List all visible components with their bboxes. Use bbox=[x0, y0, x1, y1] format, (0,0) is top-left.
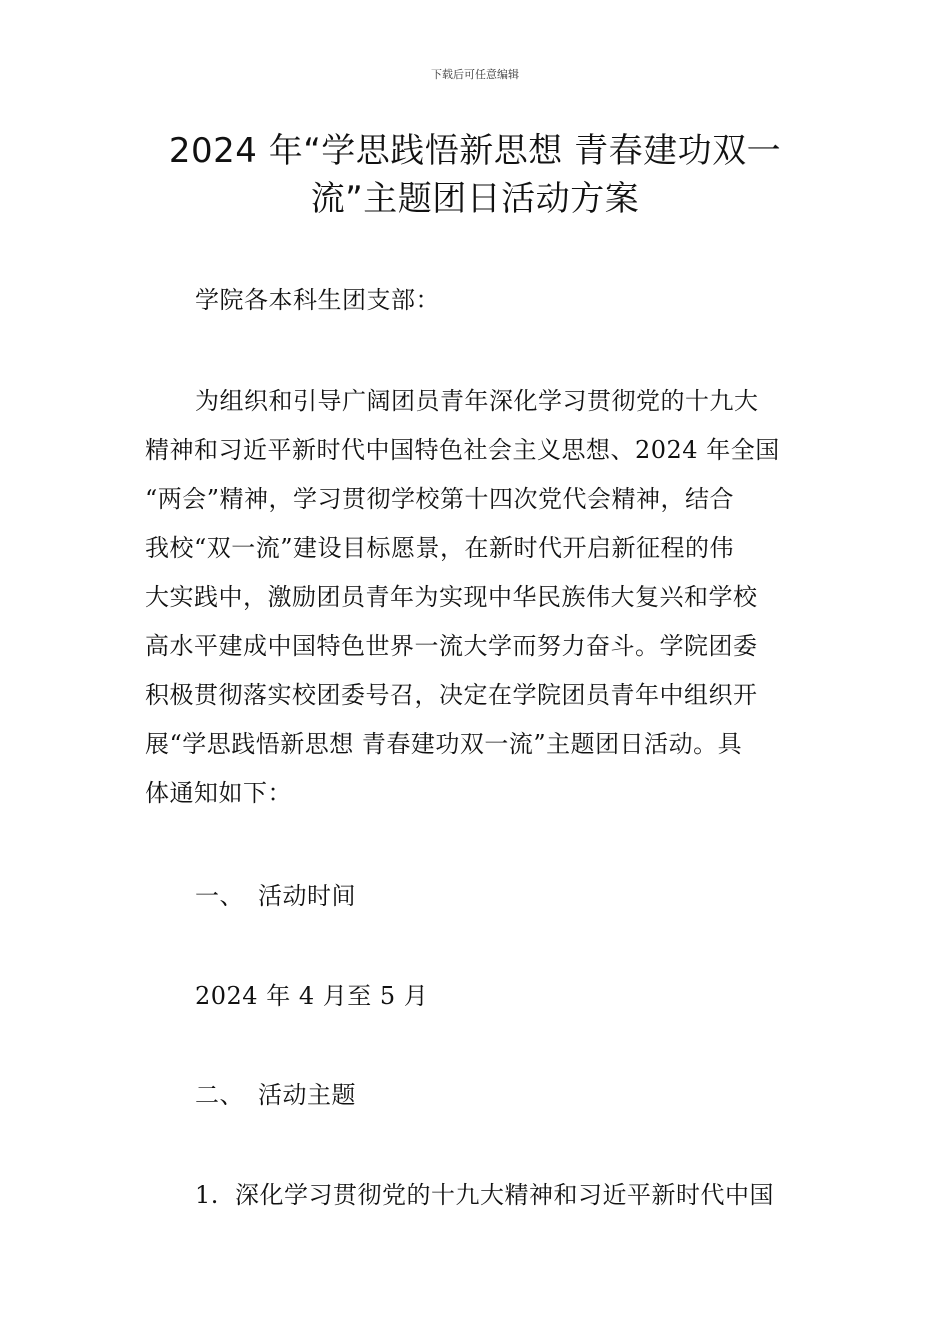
document-title bbox=[145, 127, 805, 223]
section-heading-theme bbox=[195, 1071, 855, 1120]
list-item-text: 深化学习贯彻党的十九大精神和习近平新时代中国 bbox=[235, 1181, 774, 1209]
activity-date: 2024 年 4 月至 5 月 bbox=[195, 982, 429, 1010]
title-line-2: 流”主题团日活动方案 bbox=[310, 179, 640, 219]
list-item bbox=[195, 1171, 855, 1220]
section-number: 二、 bbox=[195, 1081, 244, 1109]
intro-line: 大实践中，激励团员青年为实现中华民族伟大复兴和学校 bbox=[145, 583, 758, 611]
section-heading-time bbox=[195, 872, 855, 921]
intro-line: 积极贯彻落实校团委号召，决定在学院团员青年中组织开 bbox=[145, 681, 758, 709]
salutation-text: 学院各本科生团支部： bbox=[195, 286, 440, 314]
intro-line: “两会”精神，学习贯彻学校第十四次党代会精神，结合 bbox=[145, 485, 735, 513]
section-number: 一、 bbox=[195, 882, 244, 910]
header-note: 下载后可任意编辑 bbox=[431, 68, 519, 81]
salutation bbox=[145, 276, 805, 325]
intro-line: 高水平建成中国特色世界一流大学而努力奋斗。学院团委 bbox=[145, 632, 758, 660]
intro-line: 我校“双一流”建设目标愿景，在新时代开启新征程的伟 bbox=[145, 534, 735, 562]
list-item-number: 1. bbox=[195, 1181, 219, 1209]
intro-line: 为组织和引导广阔团员青年深化学习贯彻党的十九大 bbox=[195, 387, 759, 415]
section-title: 活动主题 bbox=[258, 1081, 356, 1109]
section-title: 活动时间 bbox=[258, 882, 356, 910]
intro-line: 体通知如下： bbox=[145, 779, 292, 807]
title-line-1: 2024 年“学思践悟新思想 青春建功双一 bbox=[168, 131, 782, 171]
intro-line: 精神和习近平新时代中国特色社会主义思想、2024 年全国 bbox=[145, 436, 780, 464]
intro-line: 展“学思践悟新思想 青春建功双一流”主题团日活动。具 bbox=[145, 730, 743, 758]
intro-paragraph bbox=[145, 377, 805, 818]
